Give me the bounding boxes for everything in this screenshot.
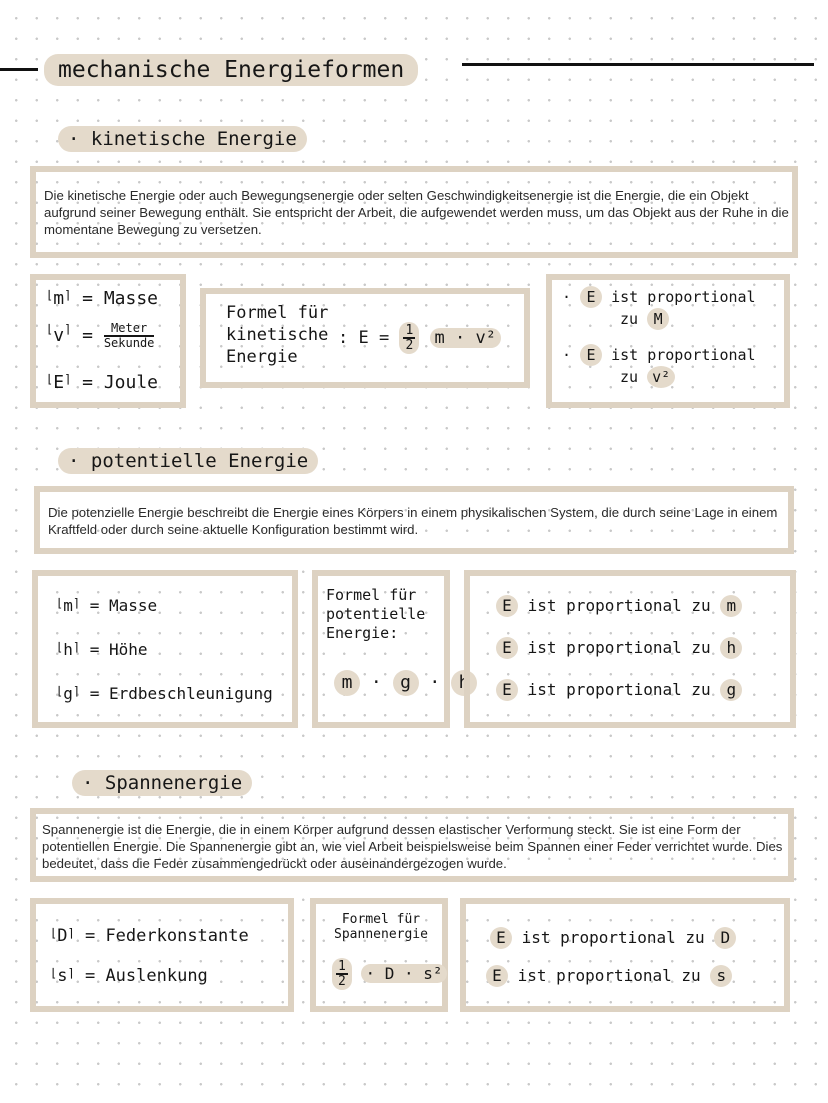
var-m-potential: ⌊m⌉ = Masse (56, 596, 158, 615)
heading-spring: · Spannenergie (72, 770, 252, 796)
var-d-spring: ⌊D⌉ = Federkonstante (50, 926, 249, 946)
spring-formula: $\frac{1}{2}$ · D · s² (332, 958, 447, 990)
kinetic-formula: : E = $\frac{1}{2}$ m · v² (338, 322, 501, 354)
title-rule-right (462, 63, 814, 66)
var-m-kinetic: ⌊m⌉ = Masse (46, 288, 159, 309)
var-g-potential: ⌊g⌉ = Erdbeschleunigung (56, 684, 273, 703)
potential-formula-label: Formel für potentielle Energie: (326, 586, 426, 642)
var-s-spring: ⌊s⌉ = Auslenkung (50, 966, 208, 986)
spring-description: Spannenergie ist die Energie, die in einem Körper aufgrund dessen elastischer Verformung steckt. Sie ist eine Form der potentiellen Energie. Die Spannenergie gibt an, wie viel Arbeit beispielsweise beim Spannen einer Feder verrichtet wurde. Dies bedeutet, dass die Feder zusammengedrückt oder auseinandergezogen wurde. (42, 822, 783, 871)
spring-formula-label: Formel für Spannenergie (334, 912, 428, 942)
potential-prop-3: E ist proportional zu g (496, 670, 742, 710)
spring-prop-2: E ist proportional zu s (486, 956, 732, 996)
var-h-potential: ⌊h⌉ = Höhe (56, 640, 148, 659)
var-e-kinetic: ⌊E⌉ = Joule (46, 372, 159, 393)
kinetic-formula-label: Formel für kinetische Energie (226, 303, 329, 367)
var-v-kinetic: ⌊v⌉ = $\frac{\text{Meter}}{\text{Sekunde}}$ (46, 321, 155, 350)
potential-formula: m · g · h (334, 670, 477, 696)
spring-prop-1: E ist proportional zu D (490, 918, 736, 958)
kinetic-prop-1: · E ist proportional zu M (562, 288, 756, 328)
title-rule-left (0, 68, 38, 71)
kinetic-description: Die kinetische Energie oder auch Bewegungsenergie oder selten Geschwindigkeitsenergie ist die Energie, die ein Objekt aufgrund seiner Bewegung enthält. Sie entspricht der Arbeit, die aufgewendet werden muss, um das Objekt aus der Ruhe in die momentane Bewegung zu versetzen. (44, 188, 789, 237)
kinetic-prop-2: · E ist proportional zu v² (562, 346, 756, 386)
potential-prop-1: E ist proportional zu m (496, 586, 742, 626)
potential-description: Die potenzielle Energie beschreibt die Energie eines Körpers in einem physikalischen System, die durch seine Lage in einem Kraftfeld oder durch seine aktuelle Konfiguration bestimmt wird. (48, 505, 778, 537)
heading-potential: · potentielle Energie (58, 448, 318, 474)
heading-kinetic: · kinetische Energie (58, 126, 307, 152)
potential-prop-2: E ist proportional zu h (496, 628, 742, 668)
page-title: mechanische Energieformen (44, 54, 418, 86)
spring-vars-box (30, 898, 294, 1012)
